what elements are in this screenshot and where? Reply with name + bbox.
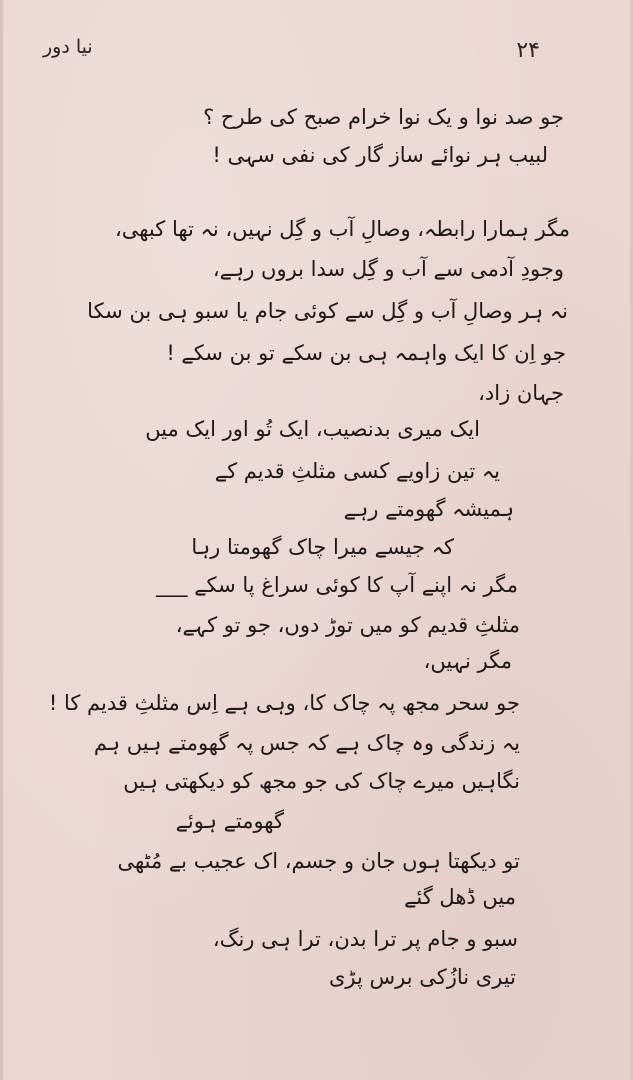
poem-line: مگر ہمارا رابطہ، وصالِ آب و گِل نہیں، نہ تھا کبھی، [114, 217, 570, 241]
poem-line: مثلثِ قدیم کو میں توڑ دوں، جو تو کہے، [175, 613, 520, 637]
poem-line: جو صد نوا و یک نوا خرام صبح کی طرح ؟ [203, 105, 564, 129]
page-number: ۲۴ [516, 38, 540, 63]
poem-line: جو اِن کا ایک واہمہ ہی بن سکے تو بن سکے ! [166, 341, 566, 365]
poem-line: نہ ہر وصالِ آب و گِل سے کوئی جام یا سبو ہی بن سکا [87, 299, 568, 323]
magazine-name: نیا دور [43, 36, 93, 58]
poem-line: مگر نہیں، [423, 649, 512, 673]
poem-line: نگاہیں میرے چاک کی جو مجھ کو دیکھتی ہیں [123, 769, 520, 793]
poem-line: ایک میری بدنصیب، ایک تُو اور ایک میں [145, 417, 480, 441]
poem-line: جہان زاد، [478, 381, 564, 405]
poem-line: میں ڈھل گئے [404, 885, 516, 909]
poem-line: وجودِ آدمی سے آب و گِل سدا بروں رہے، [212, 257, 564, 281]
poem-line: تیری نازُکی برس پڑی [328, 965, 516, 989]
poem-line: یہ تین زاویے کسی مثلثِ قدیم کے [214, 459, 500, 483]
poem-line: تو دیکھتا ہوں جان و جسم، اک عجیب بے مُٹھی [117, 849, 520, 873]
poem-line: لبیب ہر نوائے ساز گار کی نفی سہی ! [212, 143, 548, 167]
poem-line: ہمیشہ گھومتے رہے [343, 497, 514, 521]
poem-line: گھومتے ہوئے [175, 809, 284, 833]
poem-line: کہ جیسے میرا چاک گھومتا رہا [191, 535, 454, 559]
poem-line: مگر نہ اپنے آپ کا کوئی سراغ پا سکے ___ [156, 573, 518, 597]
poem-line: جو سحر مجھ پہ چاک کا، وہی ہے اِس مثلثِ قدیم کا ! [48, 691, 520, 715]
poem-line: سبو و جام پر ترا بدن، ترا ہی رنگ، [212, 927, 518, 951]
poem-line: یہ زندگی وہ چاک ہے کہ جس پہ گھومتے ہیں ہم [93, 731, 520, 755]
